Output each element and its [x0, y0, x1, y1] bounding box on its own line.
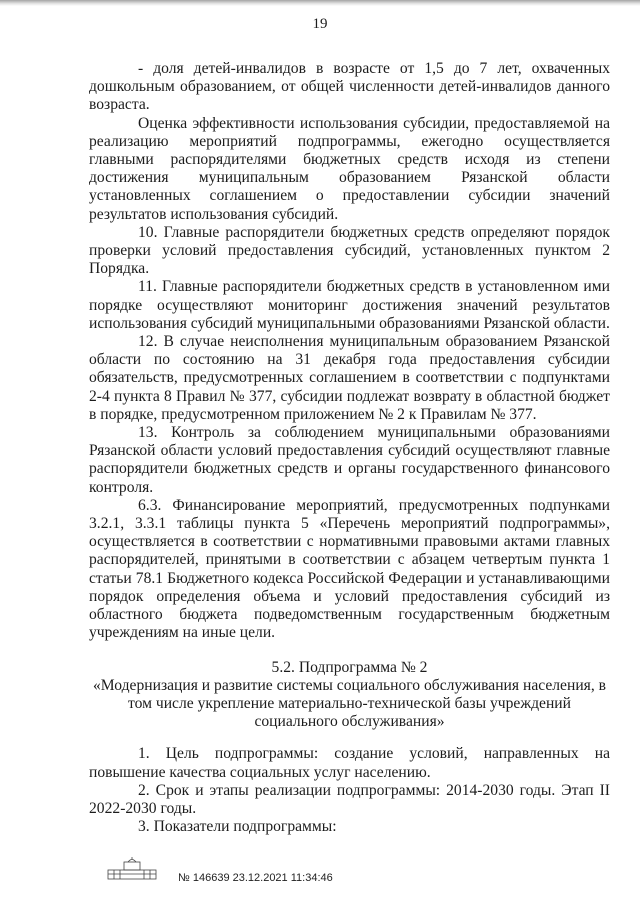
paragraph: 11. Главные распорядители бюджетных средств в установленном ими порядке осуществляют мониторинг достижения значений результатов использования субсидий муниципальными образованиями Рязанской области.	[89, 278, 610, 332]
page-number: 19	[312, 16, 328, 32]
emblem-stamp-icon	[104, 856, 160, 882]
section-heading	[89, 659, 610, 732]
paragraph: Оценка эффективности использования субсидии, предоставляемой на реализацию мероприятий подпрограммы, ежегодно осуществляется главными распорядителями бюджетных средств исходя из степени достижения муниципальным образованием Рязанской области установленных соглашением о предоставлении субсидии значений результатов использования субсидий.	[89, 114, 610, 223]
document-reference: № 146639 23.12.2021 11:34:46	[178, 872, 333, 884]
scan-edge	[0, 0, 640, 6]
list-item: 2. Срок и этапы реализации подпрограммы: 2014-2030 годы. Этап II 2022-2030 годы.	[89, 781, 610, 817]
list-item: 1. Цель подпрограммы: создание условий, направленных на повышение качества социальных услуг населению.	[89, 745, 610, 781]
paragraph: 6.3. Финансирование мероприятий, предусмотренных подпунками 3.2.1, 3.3.1 таблицы пункта 5 «Перечень мероприятий подпрограммы», осуществляется в соответствии с нормативными правовыми актами главных распорядителей, принятыми в соответствии с абзацем четвертым пункта 1 статьи 78.1 Бюджетного кодекса Российской Федерации и устанавливающими порядок определения объема и условий предоставления субсидий из областного бюджета подведомственным государственным бюджетным учреждениям на иные цели.	[89, 496, 610, 642]
spacer	[89, 731, 610, 745]
list-item: 3. Показатели подпрограммы:	[138, 818, 337, 836]
paragraph: 12. В случае неисполнения муниципальным образованием Рязанской области по состоянию на 31 декабря года предоставления субсидии обязательств, предусмотренных соглашением в соответствии с подпунктами 2-4 пункта 8 Правил № 377, субсидии подлежат возврату в областной бюджет в порядке, предусмотренном приложением № 2 к Правилам № 377.	[89, 333, 610, 423]
document-body	[89, 60, 610, 836]
paragraph: 13. Контроль за соблюдением муниципальными образованиями Рязанской области условий предоставления субсидий осуществляют главные распорядители бюджетных средств и органы государственного финансового контроля.	[89, 424, 610, 496]
paragraph: - доля детей-инвалидов в возрасте от 1,5 до 7 лет, охваченных дошкольным образованием, от общей численности детей-инвалидов данного возраста.	[89, 60, 610, 114]
section-name: «Модернизация и развитие системы социального обслуживания населения, в том числе укрепление материально-технической базы учреждений социального обслуживания»	[93, 676, 606, 731]
paragraph: 10. Главные распорядители бюджетных средств определяют порядок проверки условий предоставления субсидий, установленных пунктом 2 Порядка.	[89, 223, 610, 278]
section-number-title: 5.2. Подпрограмма № 2	[271, 658, 428, 676]
